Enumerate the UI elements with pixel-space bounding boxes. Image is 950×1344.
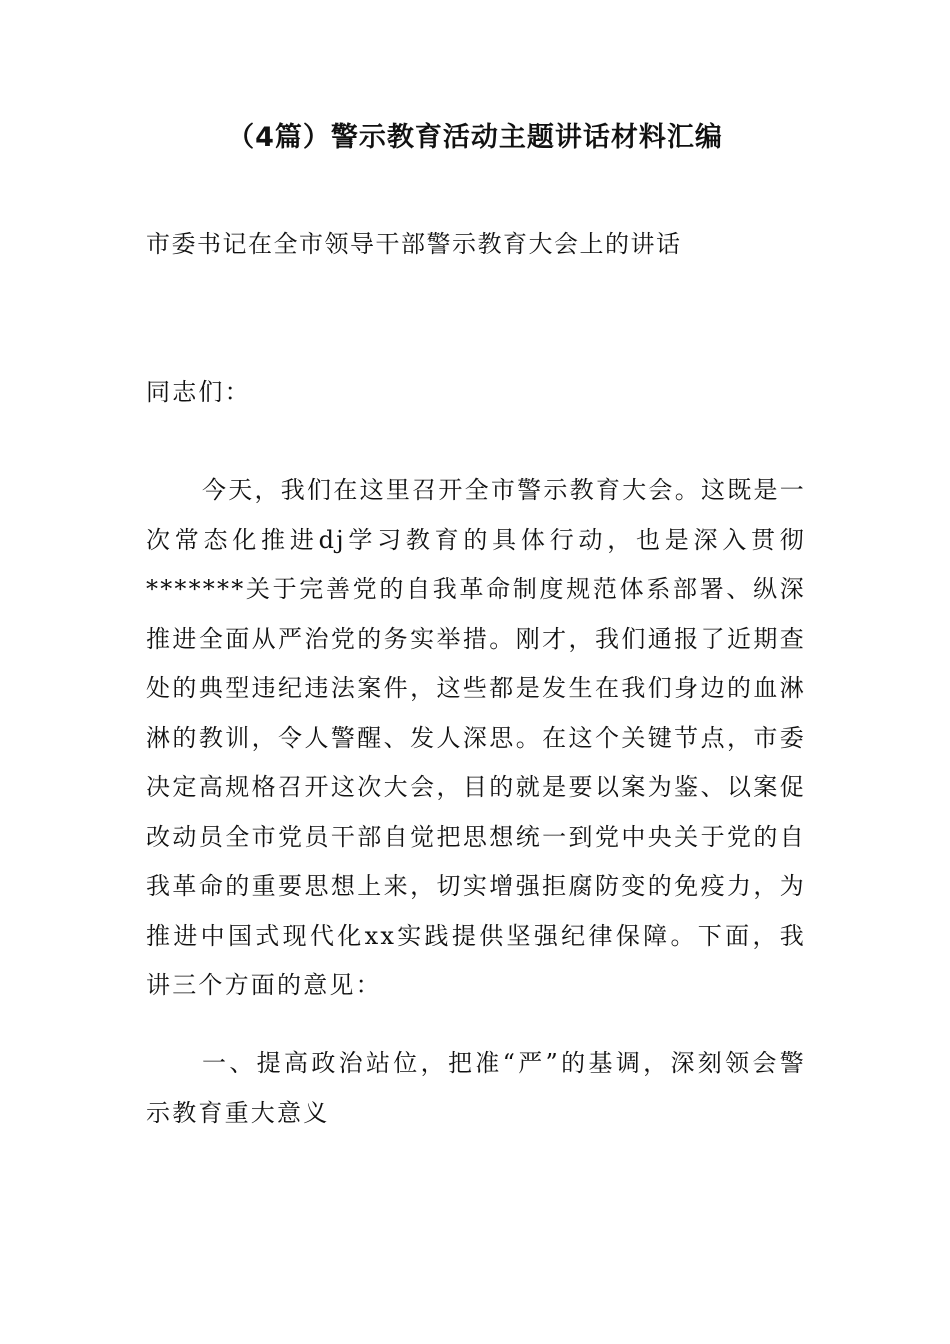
speech-subtitle: 市委书记在全市领导干部警示教育大会上的讲话 <box>146 230 682 258</box>
section-heading-1: 一、提高政治站位，把准“严”的基调，深刻领会警示教育重大意义 <box>146 1049 806 1127</box>
document-title: （4篇）警示教育活动主题讲话材料汇编 <box>227 122 723 153</box>
greeting: 同志们： <box>146 378 251 406</box>
intro-paragraph: 今天，我们在这里召开全市警示教育大会。这既是一次常态化推进dj学习教育的具体行动，也是深入贯彻*******关于完善党的自我革命制度规范体系部署、纵深推进全面从严治党的务实举措。刚才，我们通报了近期查处的典型违纪违法案件，这些都是发生在我们身边的血淋淋的教训，令人警醒、发人深思。在这个关键节点，市委决定高规格召开这次大会，目的就是要以案为鉴、以案促改动员全市党员干部自觉把思想统一到党中央关于党的自我革命的重要思想上来，切实增强拒腐防变的免疫力，为推进中国式现代化xx实践提供坚强纪律保障。下面，我讲三个方面的意见： <box>146 476 806 999</box>
